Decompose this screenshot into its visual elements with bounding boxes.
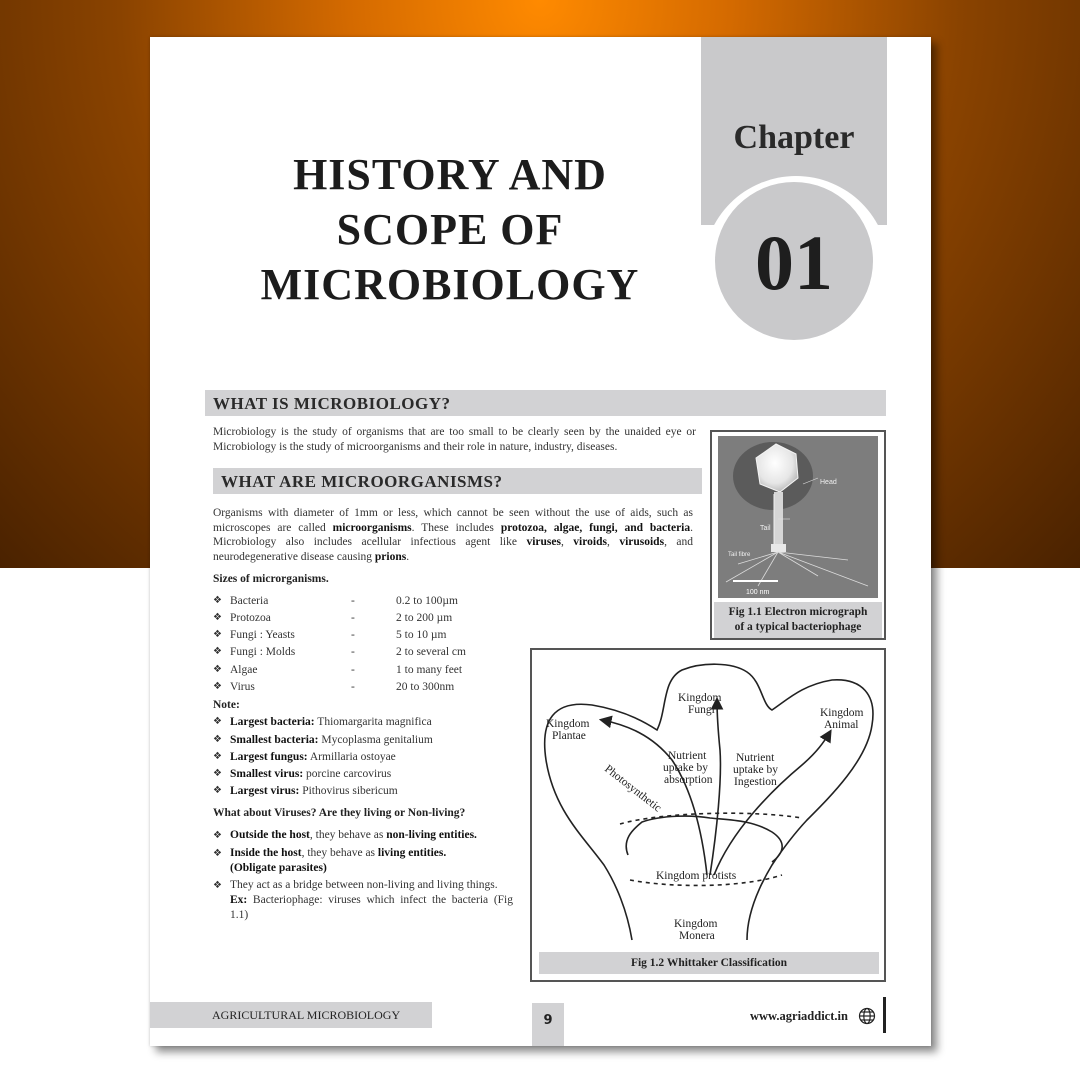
label-photosynthetic: Photosynthetic: [602, 762, 664, 815]
website-url: www.agriaddict.in: [750, 1009, 848, 1023]
label-kingdom-animal: Kingdom: [820, 707, 864, 719]
bacteriophage-micrograph: [718, 436, 878, 598]
label-kingdom-monera: Kingdom: [674, 918, 718, 930]
globe-icon: [858, 1007, 876, 1025]
virus-row-outside: ❖ Outside the host, they behave as non-living entities.: [213, 829, 477, 841]
size-row: ❖ Algae - 1 to many feet: [213, 664, 463, 676]
virus-row-bridge: ❖ They act as a bridge between non-living and living things. Ex: Bacteriophage: viruses which infect the bacteria (Fig 1.1): [213, 879, 513, 921]
section-heading-microorganisms: WHAT ARE MICROORGANISMS?: [213, 468, 702, 494]
label-plantae: Plantae: [552, 730, 586, 742]
book-page: HISTORY AND SCOPE OF MICROBIOLOGY Chapter 01 WHAT IS MICROBIOLOGY? Microbiology is the study of organisms that are too small to be clearly seen by the unaided eye or Microbiology is the study of microorganisms and their role in nature, industry, diseases. WHAT ARE MICROORGANISMS? Organisms with diameter of 1mm or less, which cannot be seen without the use of aids, such as microscopes are called microorganisms. These includes protozoa, algae, fungi, and bacteria. Microbiology also includes acellular infectious agent like viruses, viroids, virusoids, and neurodegenerative disease causing prions. Sizes of microrganisms. ❖ Bacteria - 0.2 to 100µm ❖ Protozoa - 2 to 200 µm ❖ Fungi : Yeasts - 5 to 10 µm ❖ Fungi : Molds - 2 to several cm ❖ Algae - 1 to many feet ❖ Virus - 20 to 300nm Note: ❖ Largest bacteria: Thiomargarita magnifica ❖ Smallest bacteria: Mycoplasma genitalium ❖ Largest fungus: Armillaria ostoyae ❖ Smallest virus: porcine carcovirus ❖ Largest virus: Pithovirus sibericum What about Viruses? Are they living or Non-living? ❖ Outside the host, they behave as non-living entities. ❖ Inside the host, they behave as living entities. (Obligate parasites) ❖ They act as a bridge between non-living and living things. Ex: Bacteriophage: viruses which infect the bacteria (Fig 1.1) Head Tail Tail fibre 100 nm Fig 1.1 Electron micrograph of a typical bacteriophage Kingdom Plantae Kingdom Fungi Kingdom Animal Kingdom protists Kingdom Monera Photosynthetic Nutrient uptake by absorption Nutrient uptake by Ingestion Fig 1.2 Whittaker Classification AGRICULTURAL MICROBIOLOGY 9 www.agriaddict.in: [150, 37, 931, 1046]
size-row: ❖ Bacteria - 0.2 to 100µm: [213, 595, 458, 607]
chapter-number: 01: [755, 219, 833, 306]
chapter-label: Chapter: [733, 119, 855, 156]
size-row: ❖ Protozoa - 2 to 200 µm: [213, 612, 453, 624]
label-tail-fibre: Tail fibre: [728, 552, 751, 558]
figure-bacteriophage: [710, 430, 886, 640]
chapter-title: [210, 147, 690, 312]
footer-rule: [883, 997, 886, 1033]
virus-row-inside: ❖ Inside the host, they behave as living entities. (Obligate parasites): [213, 847, 447, 874]
microorganisms-text: Organisms with diameter of 1mm or less, which cannot be seen without the use of aids, such as microscopes are called microorganisms. These includes protozoa, algae, fungi, and bacteria. Microbiology also includes acellular infectious agent like viruses, viroids, virusoids, and neurodegenerative disease causing prions.: [213, 507, 694, 563]
size-row: ❖ Fungi : Yeasts - 5 to 10 µm: [213, 629, 447, 641]
label-kingdom-plantae: Kingdom: [546, 718, 590, 730]
size-row: ❖ Fungi : Molds - 2 to several cm: [213, 646, 466, 658]
label-absorption-2: uptake by: [663, 762, 709, 774]
label-tail: Tail: [760, 525, 771, 532]
label-animal: Animal: [824, 719, 859, 731]
fig1-caption-line: Fig 1.1 Electron micrograph: [728, 606, 868, 618]
label-scale: 100 nm: [746, 589, 770, 596]
label-monera: Monera: [679, 930, 715, 942]
label-ingestion-1: Nutrient: [736, 752, 775, 764]
page-number: 9: [532, 1003, 564, 1046]
label-ingestion-2: uptake by: [733, 764, 779, 776]
note-heading: Note:: [213, 699, 240, 711]
chapter-number-badge: [715, 182, 873, 340]
fig1-caption: [714, 602, 882, 638]
sizes-heading: Sizes of microrganisms.: [213, 573, 329, 585]
title-line: SCOPE OF: [336, 205, 564, 254]
figure-whittaker-classification: [530, 648, 886, 982]
label-absorption-3: absorption: [664, 774, 713, 786]
label-kingdom-fungi: Kingdom: [678, 692, 722, 704]
label-kingdom-protists: Kingdom protists: [656, 870, 737, 882]
fig1-caption-line: of a typical bacteriophage: [734, 621, 862, 633]
fig2-caption: Fig 1.2 Whittaker Classification: [539, 952, 879, 974]
title-line: HISTORY AND: [293, 150, 607, 199]
size-row: ❖ Virus - 20 to 300nm: [213, 681, 455, 693]
title-line: MICROBIOLOGY: [260, 260, 640, 309]
label-absorption-1: Nutrient: [668, 750, 707, 762]
footer-book-title: AGRICULTURAL MICROBIOLOGY: [150, 1002, 432, 1028]
label-ingestion-3: Ingestion: [734, 776, 777, 788]
section-heading-what-is-microbiology: WHAT IS MICROBIOLOGY?: [205, 390, 886, 416]
what-is-microbiology-text: Microbiology is the study of organisms that are too small to be clearly seen by the unaided eye or Microbiology is the study of microorganisms and their role in nature, industry, diseases.: [213, 426, 696, 453]
label-fungi: Fungi: [688, 704, 715, 716]
label-head: Head: [820, 479, 837, 486]
bacteriophage-illustration: [718, 436, 878, 598]
whittaker-diagram: [532, 650, 884, 950]
viruses-heading: What about Viruses? Are they living or Non-living?: [213, 807, 466, 819]
